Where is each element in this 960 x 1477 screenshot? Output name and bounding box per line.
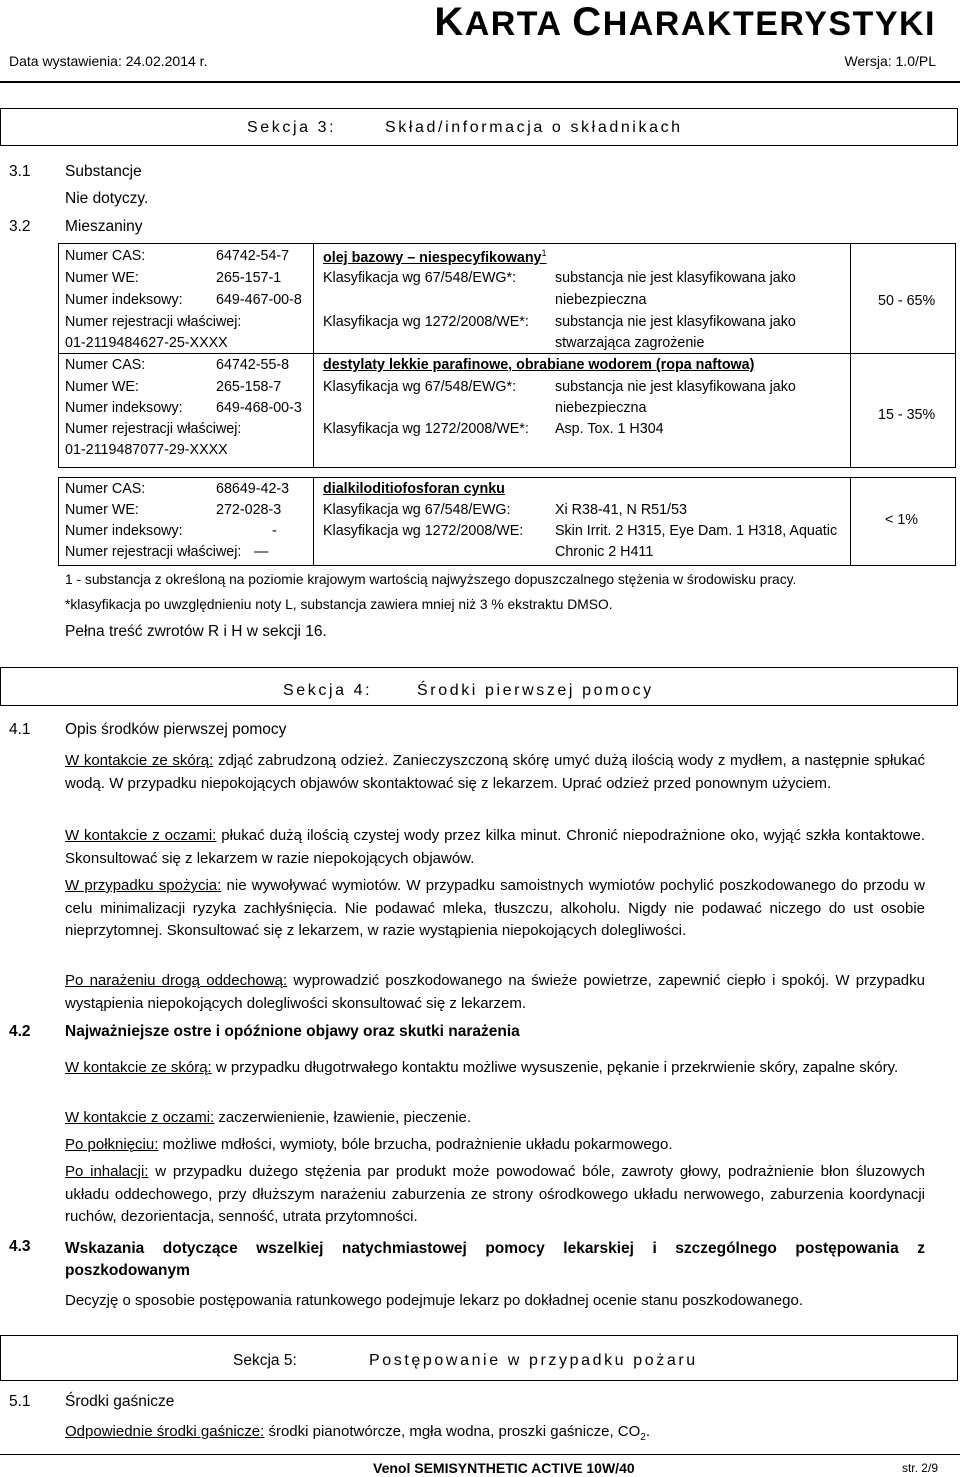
table-divider (850, 243, 851, 468)
we-number: 272-028-3 (216, 502, 282, 518)
concentration: 15 - 35% (878, 407, 936, 423)
cas-label: Numer CAS: (65, 357, 146, 373)
index-number: 649-468-00-3 (216, 400, 302, 416)
index-number: - (272, 523, 277, 539)
classification-label: Klasyfikacja wg 67/548/EWG*: (323, 379, 517, 395)
table-divider (313, 477, 314, 566)
index-label: Numer indeksowy: (65, 292, 183, 308)
subsection-5-1-title: Środki gaśnicze (65, 1393, 175, 1410)
index-number: 649-467-00-8 (216, 292, 302, 308)
registration-number: 01-2119484627-25-XXXX (65, 335, 228, 351)
paragraph-inhalation: Po narażeniu drogą oddechową: wyprowadzić poszkodowanego na świeże powietrze, zapewnić ciepło i spokój. W przypadku wystąpienia niepokojących dolegliwości skonsultować się z lekarzem. (65, 972, 925, 1012)
concentration: 50 - 65% (878, 293, 936, 309)
classification-value: substancja nie jest klasyfikowana jako (555, 270, 796, 286)
substance-name: olej bazowy – niespecyfikowany$^1$ (323, 248, 547, 266)
classification-label: Klasyfikacja wg 1272/2008/WE*: (323, 421, 529, 437)
subsection-4-1-number: 4.1 (9, 721, 31, 738)
paragraph-ingestion: W przypadku spożycia: nie wywoływać wymiotów. W przypadku samoistnych wymiotów pochylić poszkodowanego do przodu w celu minimalizacji ryzyka zachłyśnięcia. Nie podawać mleka, tłuszczu, alkoholu. Nigdy nie podawać niczego do ust osobie nieprzytomnej. Skonsultować się z lekarzem, w razie wystąpienia niepokojących dolegliwości. (65, 877, 925, 939)
footer-page: str. 2/9 (901, 1461, 938, 1475)
cas-label: Numer CAS: (65, 481, 146, 497)
section-4-label: Sekcja 4: (283, 682, 373, 699)
substance-name: dialkiloditiofosforan cynku (323, 481, 505, 497)
section-3-header (0, 108, 958, 146)
classification-value: substancja nie jest klasyfikowana jako (555, 379, 796, 395)
registration-label: Numer rejestracji właściwej: (65, 314, 242, 330)
subsection-4-3-title: Wskazania dotyczące wszelkiej natychmiastowej pomocy lekarskiej i szczególnego postępowania z poszkodowanym (65, 1240, 925, 1279)
subsection-3-2-title: Mieszaniny (65, 218, 143, 235)
subsection-4-3-number: 4.3 (9, 1238, 31, 1255)
we-number: 265-158-7 (216, 379, 282, 395)
registration-number: — (254, 544, 269, 560)
classification-value: substancja nie jest klasyfikowana jako (555, 314, 796, 330)
footnote-marker: 1 (541, 248, 547, 258)
subsection-3-1-title: Substancje (65, 163, 142, 180)
classification-value: niebezpieczna (555, 400, 647, 416)
classification-value: niebezpieczna (555, 292, 647, 308)
we-number: 265-157-1 (216, 270, 282, 286)
subsection-4-2-title: Najważniejsze ostre i opóźnione objawy oraz skutki narażenia (65, 1023, 520, 1040)
subsection-4-2-number: 4.2 (9, 1023, 31, 1040)
classification-value: stwarzająca zagrożenie (555, 335, 705, 351)
paragraph-skin-symptoms: W kontakcie ze skórą: w przypadku długotrwałego kontaktu możliwe wysuszenie, pękanie i przekrwienie skóry, zapalne skóry. (65, 1059, 899, 1076)
section-5-label: Sekcja 5: (233, 1352, 297, 1369)
subsection-3-1-text: Nie dotyczy. (65, 190, 149, 207)
paragraph-eye-contact: W kontakcie z oczami: płukać dużą ilością czystej wody przez kilka minut. Chronić niepodrażnione oko, wyjąć szkła kontaktowe. Skonsultować się z lekarzem w razie niepokojących objawów. (65, 827, 925, 867)
footnote-2: *klasyfikacja po uwzględnieniu noty L, substancja zawiera mniej niż 3 % ekstraktu DMSO. (65, 597, 613, 612)
section-5-header (0, 1335, 958, 1381)
classification-value: Chronic 2 H411 (555, 544, 654, 560)
classification-value: Asp. Tox. 1 H304 (555, 421, 664, 437)
index-label: Numer indeksowy: (65, 523, 183, 539)
substance-name: destylaty lekkie parafinowe, obrabiane wodorem (ropa naftowa) (323, 357, 755, 373)
footer-rule (0, 1454, 960, 1455)
table-row-divider (58, 353, 956, 354)
section-4-header (0, 667, 958, 706)
section-5-title: Postępowanie w przypadku pożaru (369, 1352, 698, 1369)
we-label: Numer WE: (65, 270, 139, 286)
cas-number: 64742-54-7 (216, 248, 290, 264)
classification-label: Klasyfikacja wg 67/548/EWG*: (323, 270, 517, 286)
section-3-label: Sekcja 3: (247, 119, 337, 136)
paragraph-inhalation-symptoms: Po inhalacji: w przypadku dużego stężenia par produkt może powodować bóle, zawroty głowy, podrażnienie błon śluzowych układu oddechowego, przy dłuższym narażeniu zaburzenia ze strony ośrodkowego układu nerwowego, zaburzenia koordynacji ruchów, dezorientacja, senność, utrata przytomności. (65, 1163, 925, 1225)
section-4-title: Środki pierwszej pomocy (417, 682, 654, 699)
header-rule (0, 81, 960, 83)
table-divider (850, 477, 851, 566)
paragraph-skin-contact: W kontakcie ze skórą: zdjąć zabrudzoną odzież. Zanieczyszczoną skórę umyć dużą ilością wody z mydłem, a następnie spłukać wodą. W przypadku niepokojących objawów skontaktować się z lekarzem. Uprać odzież przed ponownym użyciem. (65, 752, 925, 792)
classification-value: Xi R38-41, N R51/53 (555, 502, 687, 518)
footnote-1: 1 - substancja z określoną na poziomie krajowym wartością najwyższego dopuszczalnego stężenia w środowisku pracy. (65, 572, 797, 587)
version: Wersja: 1.0/PL (844, 53, 936, 69)
cas-number: 68649-42-3 (216, 481, 290, 497)
subsection-5-1-number: 5.1 (9, 1393, 31, 1410)
section-3-title: Skład/informacja o składnikach (385, 119, 683, 136)
paragraph-ingestion-symptoms: Po połknięciu: możliwe mdłości, wymioty, bóle brzucha, podrażnienie układu pokarmowego. (65, 1136, 673, 1153)
classification-value: Skin Irrit. 2 H315, Eye Dam. 1 H318, Aquatic (555, 523, 838, 539)
index-label: Numer indeksowy: (65, 400, 183, 416)
classification-label: Klasyfikacja wg 67/548/EWG: (323, 502, 511, 518)
classification-label: Klasyfikacja wg 1272/2008/WE*: (323, 314, 529, 330)
footer-product: Venol SEMISYNTHETIC ACTIVE 10W/40 (373, 1460, 635, 1476)
classification-label: Klasyfikacja wg 1272/2008/WE: (323, 523, 524, 539)
table-divider (313, 243, 314, 468)
cas-number: 64742-55-8 (216, 357, 290, 373)
we-label: Numer WE: (65, 379, 139, 395)
concentration: < 1% (885, 512, 918, 528)
registration-label: Numer rejestracji właściwej: (65, 544, 242, 560)
paragraph-extinguishing-media: Odpowiednie środki gaśnicze: środki pianotwórcze, mgła wodna, proszki gaśnicze, $CO_2$. (65, 1423, 651, 1443)
full-text-note: Pełna treść zwrotów R i H w sekcji 16. (65, 623, 327, 640)
subsection-3-2-number: 3.2 (9, 218, 31, 235)
subsection-4-1-title: Opis środków pierwszej pomocy (65, 721, 287, 738)
cas-label: Numer CAS: (65, 248, 146, 264)
subsection-3-1-number: 3.1 (9, 163, 31, 180)
paragraph-eye-symptoms: W kontakcie z oczami: zaczerwienienie, łzawienie, pieczenie. (65, 1109, 472, 1126)
issue-date: Data wystawienia: 24.02.2014 r. (9, 53, 208, 69)
we-label: Numer WE: (65, 502, 139, 518)
registration-label: Numer rejestracji właściwej: (65, 421, 242, 437)
paragraph-medical-decision: Decyzję o sposobie postępowania ratunkowego podejmuje lekarz po dokładnej ocenie stanu poszkodowanego. (65, 1292, 803, 1309)
registration-number: 01-2119487077-29-XXXX (65, 442, 228, 458)
document-title: KARTA CHARAKTERYSTYKI (434, 0, 936, 44)
